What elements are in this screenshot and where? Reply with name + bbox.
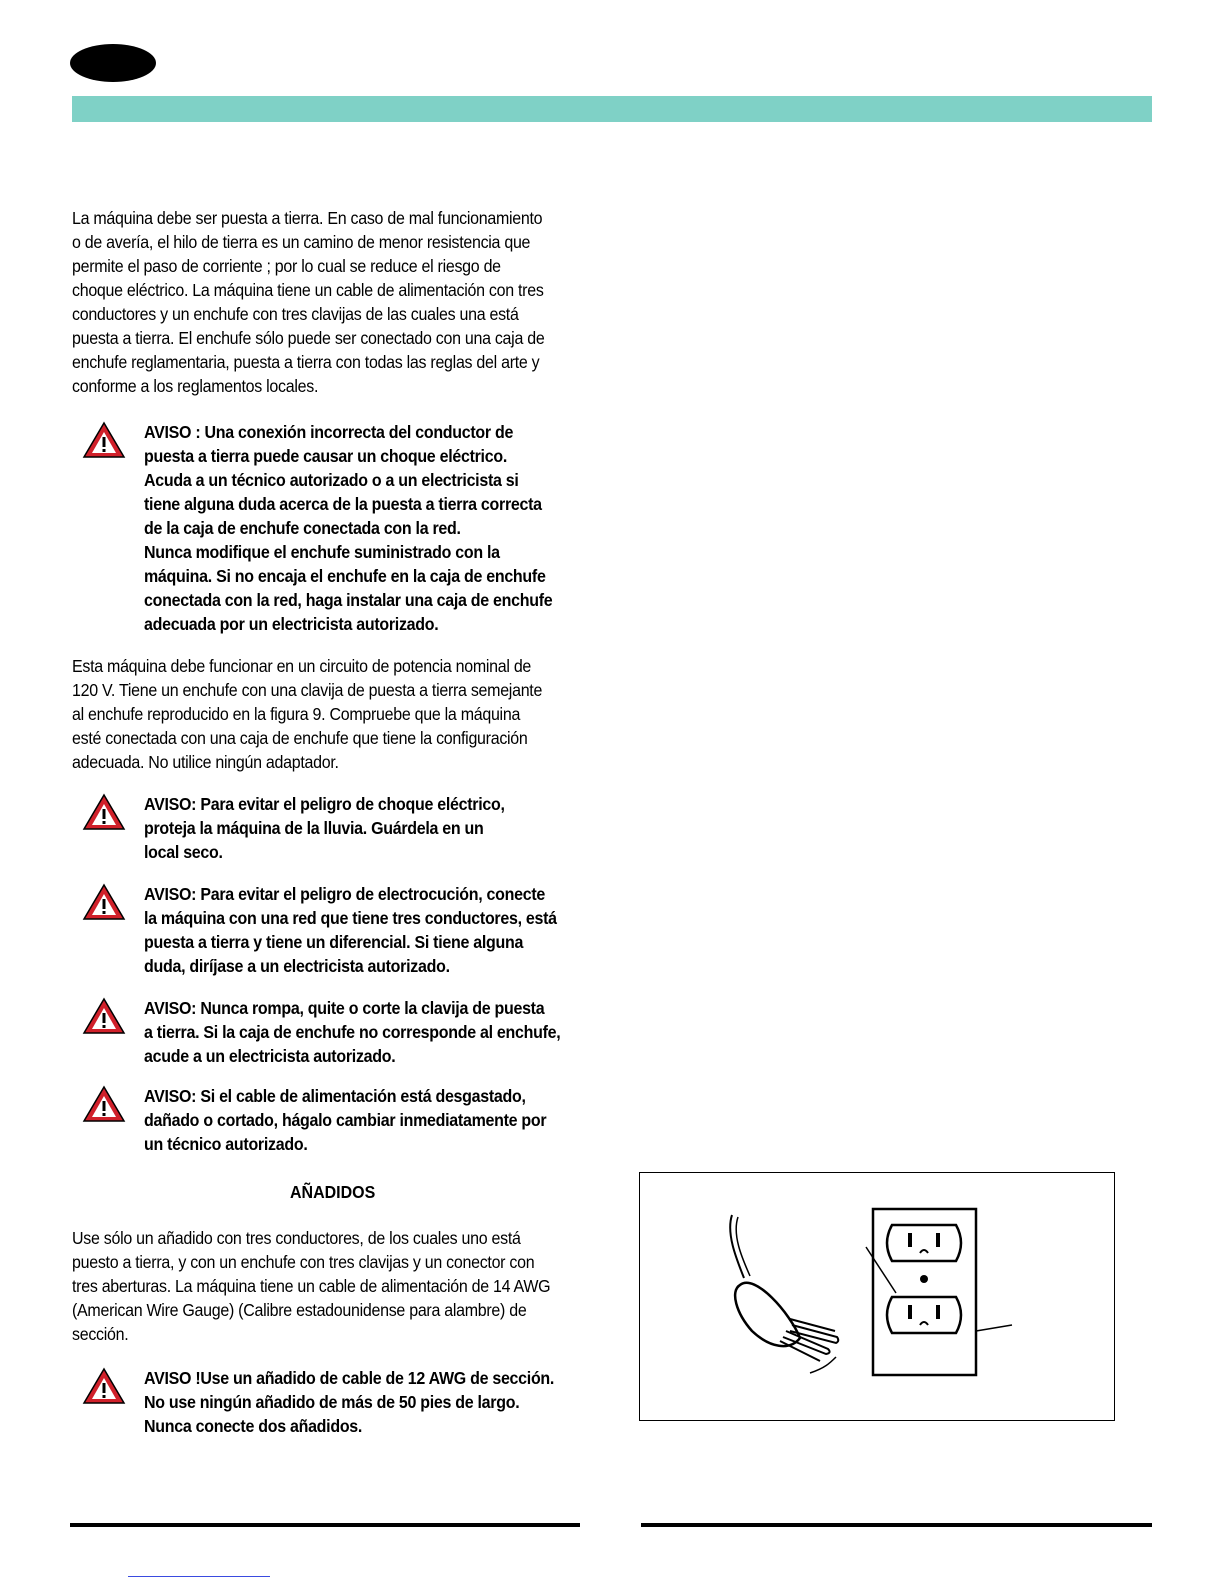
warning-icon (82, 1366, 126, 1406)
voltage-block (72, 654, 592, 774)
warning-text: AVISO: Nunca rompa, quite o corte la clavija de puesta a tierra. Si la caja de enchufe no corresponde al enchufe, acude a un electricista autorizado. (144, 998, 561, 1066)
section-heading-anadidos: AÑADIDOS (290, 1182, 376, 1202)
warning-icon (82, 792, 126, 832)
plug-and-outlet-illustration (640, 1173, 1113, 1419)
warning-text: AVISO !Use un añadido de cable de 12 AWG de sección. No use ningún añadido de más de 50 pies de largo. Nunca conecte dos añadidos. (144, 1368, 555, 1436)
extension-paragraph: Use sólo un añadido con tres conductores, de los cuales uno está puesto a tierra, y con un enchufe con tres clavijas y un conector con tres aberturas. La máquina tiene un cable de alimentación de 14 AWG (American Wire Gauge) (Calibre estadounidense para alambre) de sección. (72, 1228, 551, 1344)
figure-plug-outlet (639, 1172, 1115, 1421)
footer-rule-left (70, 1523, 580, 1527)
warning-icon (82, 996, 126, 1036)
warning-text: AVISO: Para evitar el peligro de electrocución, conecte la máquina con una red que tiene tres conductores, está puesta a tierra y tiene un diferencial. Si tiene alguna duda, diríjase a un electricista autorizado. (144, 884, 557, 976)
warning-icon (82, 1084, 126, 1124)
section-marker-oval (70, 44, 156, 82)
header-bar (72, 96, 1152, 122)
warning-text: AVISO: Para evitar el peligro de choque eléctrico, proteja la máquina de la lluvia. Guárdela en un local seco. (144, 794, 505, 862)
warning-text: AVISO : Una conexión incorrecta del conductor de puesta a tierra puede causar un choque eléctrico. Acuda a un técnico autorizado o a un electricista si tiene alguna duda acerca de la puesta a tierra correcta de la caja de enchufe conectada con la red. Nunca modifique el enchufe suministrado con la máquina. Si no encaja el enchufe en la caja de enchufe conectada con la red, haga instalar una caja de enchufe adecuada por un electricista autorizado. (144, 422, 553, 634)
warning-text: AVISO: Si el cable de alimentación está desgastado, dañado o cortado, hágalo cambiar inmediatamente por un técnico autorizado. (144, 1086, 547, 1154)
voltage-paragraph: Esta máquina debe funcionar en un circuito de potencia nominal de 120 V. Tiene un enchufe con una clavija de puesta a tierra semejante al enchufe reproducido en la figura 9. Compruebe que la máquina esté conectada con una caja de enchufe que tiene la configuración adecuada. No utilice ningún adaptador. (72, 656, 543, 772)
intro-block (72, 206, 592, 398)
footer-link-underline (128, 1576, 270, 1577)
footer-rule-right (641, 1523, 1152, 1527)
warning-icon (82, 420, 126, 460)
warning-icon (82, 882, 126, 922)
extension-block (72, 1226, 592, 1346)
intro-paragraph: La máquina debe ser puesta a tierra. En caso de mal funcionamiento o de avería, el hilo de tierra es un camino de menor resistencia que permite el paso de corriente ; por lo cual se reduce el riesgo de choque eléctrico. La máquina tiene un cable de alimentación con tres conductores y un enchufe con tres clavijas de las cuales una está puesta a tierra. El enchufe sólo puede ser conectado con una caja de enchufe reglamentaria, puesta a tierra con todas las reglas del arte y conforme a los reglamentos locales. (72, 208, 545, 396)
